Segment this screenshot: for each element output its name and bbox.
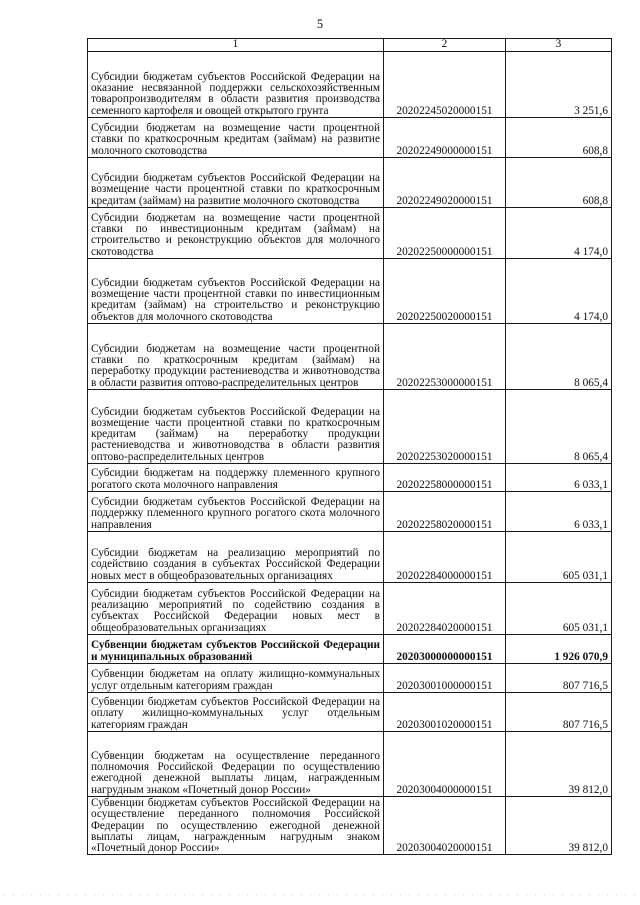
row-amount-cell: 605 031,1 <box>506 583 612 635</box>
row-name-cell: Субсидии бюджетам субъектов Российской Федерации на возмещение части процентной ставки по инвестиционным кредитам (займам) на строительство и реконструкцию объектов для молочного скотоводства <box>88 259 384 324</box>
header-row <box>88 39 612 52</box>
table-row <box>88 693 612 732</box>
table-row <box>88 583 612 635</box>
table-row <box>88 532 612 583</box>
row-name-cell: Субсидии бюджетам на реализацию мероприятий по содействию создания в субъектах Российской Федерации новых мест в общеобразовательных организациях <box>88 532 384 583</box>
column-header-name: 1 <box>88 39 384 52</box>
row-name-cell: Субсидии бюджетам субъектов Российской Федерации на возмещение части процентной ставки по краткосрочным кредитам (займам) на развитие молочного скотоводства <box>88 158 384 208</box>
row-name-cell: Субсидии бюджетам субъектов Российской Федерации на возмещение части процентной ставки по краткосрочным кредитам (займам) на переработку продукции растениеводства и животноводства в области развития оптово-распределительных центров <box>88 390 384 464</box>
row-amount-cell: 39 812,0 <box>506 732 612 797</box>
table-row <box>88 259 612 324</box>
table-body <box>88 39 612 855</box>
table-row <box>88 208 612 259</box>
row-code-cell: 20202284000000151 <box>384 532 506 583</box>
row-name-cell: Субвенции бюджетам субъектов Российской Федерации на осуществление переданного полномочия Российской Федерации по осуществлению ежегодной денежной выплаты лицам, награжденным нагрудным знаком «Почетный донор России» <box>88 797 384 855</box>
row-amount-cell: 4 174,0 <box>506 259 612 324</box>
row-code-cell: 20202250020000151 <box>384 259 506 324</box>
row-name-cell: Субсидии бюджетам субъектов Российской Федерации на реализацию мероприятий по содействию создания в субъектах Российской Федерации новых мест в общеобразовательных организациях <box>88 583 384 635</box>
row-amount-cell: 39 812,0 <box>506 797 612 855</box>
column-header-code: 2 <box>384 39 506 52</box>
row-code-cell: 20202258000000151 <box>384 464 506 492</box>
row-code-cell: 20203001000000151 <box>384 664 506 693</box>
table-row <box>88 492 612 532</box>
table-row <box>88 52 612 118</box>
table-row <box>88 797 612 855</box>
budget-revenue-table <box>87 38 612 855</box>
row-code-cell: 20202249000000151 <box>384 118 506 158</box>
row-amount-cell: 4 174,0 <box>506 208 612 259</box>
row-code-cell: 20202250000000151 <box>384 208 506 259</box>
row-name-cell: Субвенции бюджетам на оплату жилищно-коммунальных услуг отдельным категориям граждан <box>88 664 384 693</box>
page-number: 5 <box>316 17 324 31</box>
scan-noise-strip <box>0 893 640 897</box>
row-amount-cell: 608,8 <box>506 158 612 208</box>
row-amount-cell: 608,8 <box>506 118 612 158</box>
table-row <box>88 635 612 664</box>
table-row <box>88 664 612 693</box>
row-code-cell: 20202258020000151 <box>384 492 506 532</box>
row-code-cell: 20202249020000151 <box>384 158 506 208</box>
row-name-cell: Субсидии бюджетам на возмещение части процентной ставки по краткосрочным кредитам (займам) на развитие молочного скотоводства <box>88 118 384 158</box>
table-row <box>88 464 612 492</box>
row-amount-cell: 605 031,1 <box>506 532 612 583</box>
row-name-cell: Субвенции бюджетам на осуществление переданного полномочия Российской Федерации по осуществлению ежегодной денежной выплаты лицам, награжденным нагрудным знаком «Почетный донор России» <box>88 732 384 797</box>
row-name-cell: Субвенции бюджетам субъектов Российской Федерации и муниципальных образований <box>88 635 384 664</box>
table-row <box>88 158 612 208</box>
row-amount-cell: 807 716,5 <box>506 693 612 732</box>
row-amount-cell: 8 065,4 <box>506 390 612 464</box>
row-code-cell: 20202284020000151 <box>384 583 506 635</box>
row-amount-cell: 3 251,6 <box>506 52 612 118</box>
row-amount-cell: 1 926 070,9 <box>506 635 612 664</box>
row-code-cell: 20203000000000151 <box>384 635 506 664</box>
table-row <box>88 732 612 797</box>
row-name-cell: Субсидии бюджетам субъектов Российской Федерации на поддержку племенного крупного рогатого скота молочного направления <box>88 492 384 532</box>
row-name-cell: Субсидии бюджетам на возмещение части процентной ставки по краткосрочным кредитам (займам) на переработку продукции растениеводства и животноводства в области развития оптово-распределительных центров <box>88 324 384 390</box>
row-code-cell: 20202245020000151 <box>384 52 506 118</box>
row-code-cell: 20203001020000151 <box>384 693 506 732</box>
table-row <box>88 390 612 464</box>
table-row <box>88 324 612 390</box>
row-amount-cell: 6 033,1 <box>506 464 612 492</box>
column-header-amount: 3 <box>506 39 612 52</box>
row-amount-cell: 807 716,5 <box>506 664 612 693</box>
row-code-cell: 20203004000000151 <box>384 732 506 797</box>
row-name-cell: Субсидии бюджетам на возмещение части процентной ставки по инвестиционным кредитам (займам) на строительство и реконструкцию объектов для молочного скотоводства <box>88 208 384 259</box>
row-code-cell: 20203004020000151 <box>384 797 506 855</box>
table-row <box>88 118 612 158</box>
row-name-cell: Субсидии бюджетам субъектов Российской Федерации на оказание несвязанной поддержки сельскохозяйственным товаропроизводителям в области развития производства семенного картофеля и овощей открытого грунта <box>88 52 384 118</box>
row-code-cell: 20202253000000151 <box>384 324 506 390</box>
row-code-cell: 20202253020000151 <box>384 390 506 464</box>
row-name-cell: Субсидии бюджетам на поддержку племенного крупного рогатого скота молочного направления <box>88 464 384 492</box>
row-name-cell: Субвенции бюджетам субъектов Российской Федерации на оплату жилищно-коммунальных услуг отдельным категориям граждан <box>88 693 384 732</box>
row-amount-cell: 8 065,4 <box>506 324 612 390</box>
row-amount-cell: 6 033,1 <box>506 492 612 532</box>
